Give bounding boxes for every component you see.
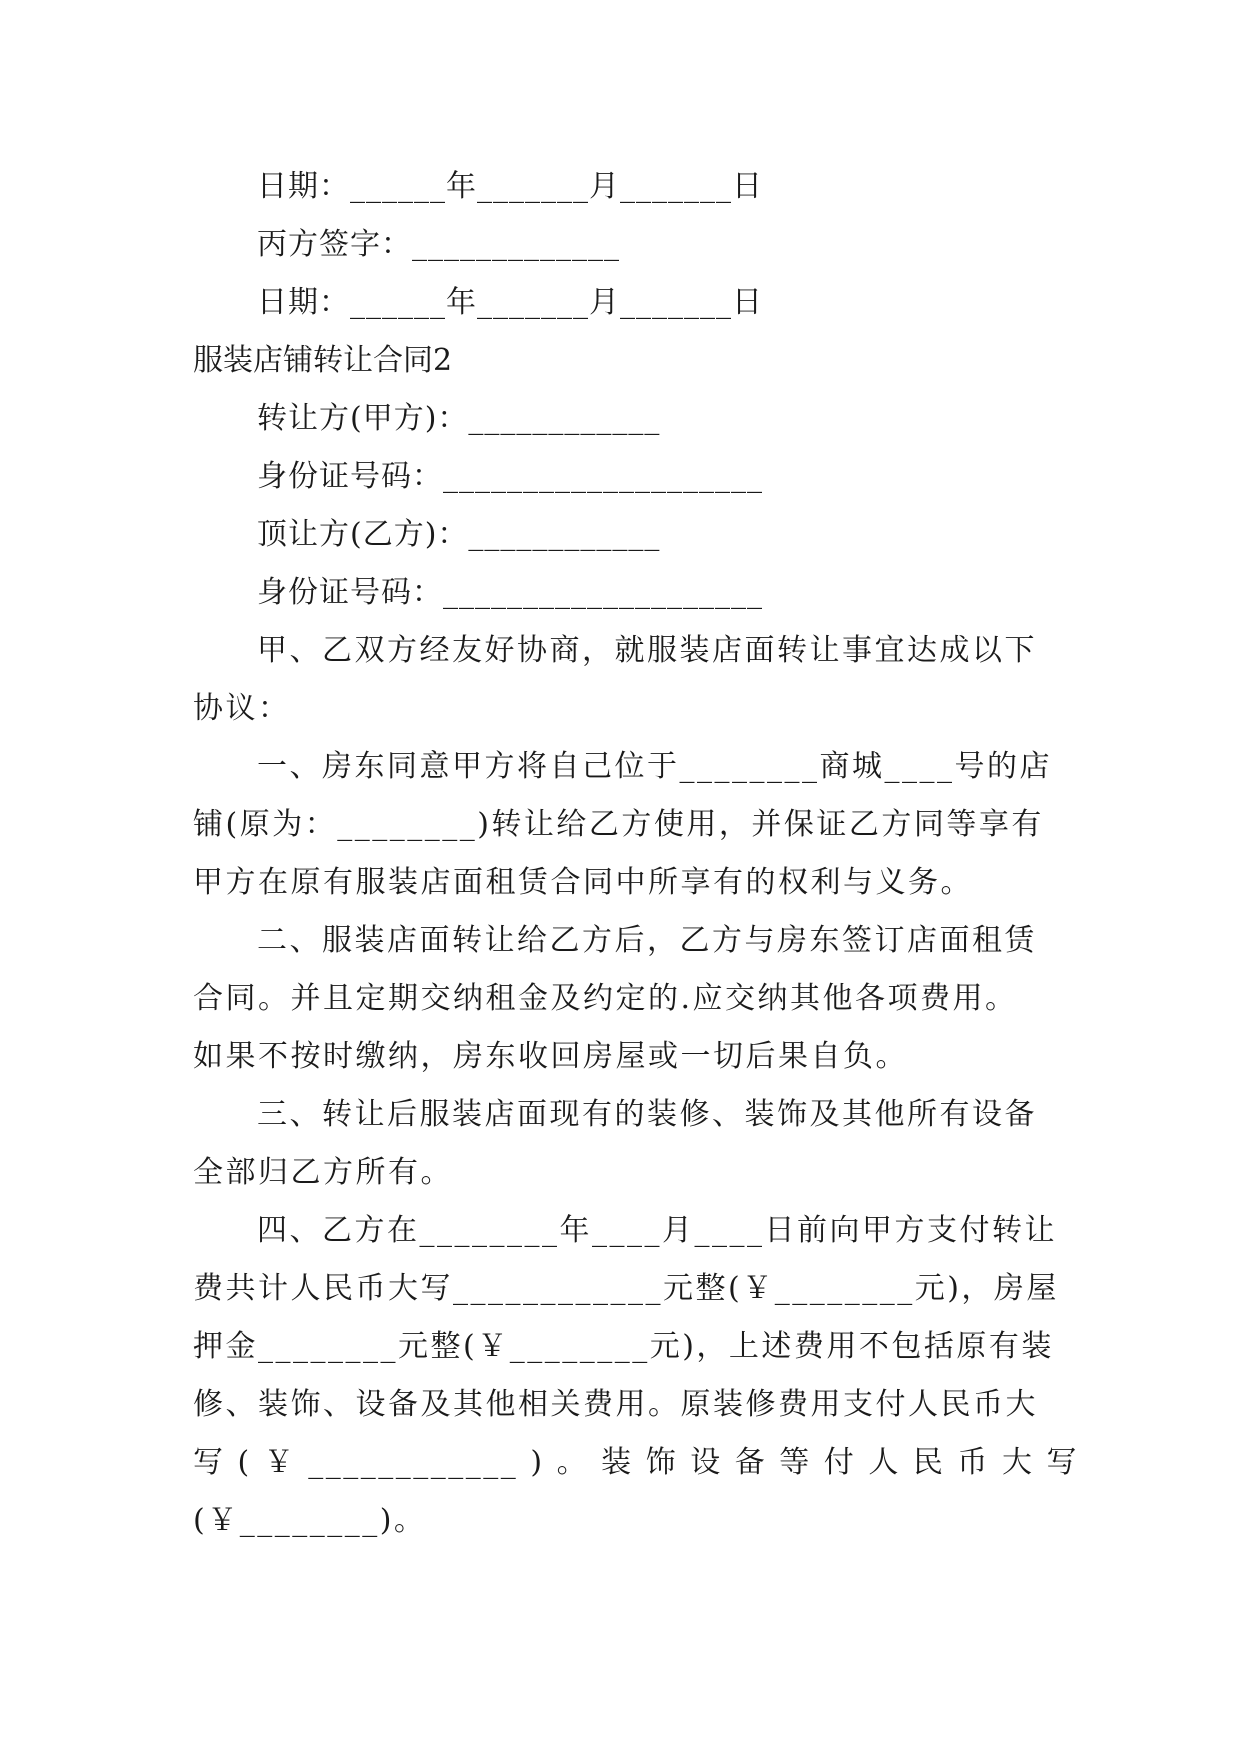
- paragraph-line: 四、乙方在________年____月____日前向甲方支付转让: [257, 1213, 1057, 1248]
- paragraph-line: 全部归乙方所有。: [193, 1155, 453, 1190]
- paragraph-line: 二、服装店面转让给乙方后，乙方与房东签订店面租赁: [257, 923, 1037, 958]
- paragraph-line: 三、转让后服装店面现有的装修、装饰及其他所有设备: [257, 1097, 1037, 1132]
- clause-3-paragraph: [193, 1086, 1053, 1202]
- paragraph-line: 铺(原为：________)转让给乙方使用，并保证乙方同等享有: [193, 807, 1044, 842]
- paragraph-line: 修、装饰、设备及其他相关费用。原装修费用支付人民币大: [193, 1387, 1038, 1422]
- date-line: 日期：______年_______月_______日: [257, 169, 763, 204]
- party-b-id-line: 身份证号码：____________________: [257, 575, 763, 610]
- clause-2-paragraph: [193, 912, 1053, 1086]
- intro-paragraph: [193, 622, 1053, 738]
- paragraph-line: 协议：: [193, 691, 291, 726]
- date-line: 日期：______年_______月_______日: [257, 285, 763, 320]
- paragraph-line: 写 ( ￥ ____________ ) 。 装 饰 设 备 等 付 人 民 币 大 写: [193, 1445, 1079, 1480]
- paragraph-line: 合同。并且定期交纳租金及约定的.应交纳其他各项费用。: [193, 981, 1018, 1016]
- paragraph-line: 如果不按时缴纳，房东收回房屋或一切后果自负。: [193, 1039, 908, 1074]
- document-body: [193, 158, 1079, 1550]
- paragraph-line: 一、房东同意甲方将自己位于________商城____号的店: [257, 749, 1052, 784]
- party-a-line: 转让方(甲方)：____________: [257, 401, 661, 436]
- paragraph-line: 费共计人民币大写____________元整(￥________元)，房屋: [193, 1271, 1059, 1306]
- party-b-line: 顶让方(乙方)：____________: [257, 517, 661, 552]
- paragraph-line: 甲方在原有服装店面租赁合同中所享有的权利与义务。: [193, 865, 973, 900]
- clause-1-paragraph: [193, 738, 1053, 912]
- c-signature-line: 丙方签字：_____________: [257, 227, 620, 262]
- contract-title: 服装店铺转让合同2: [193, 343, 453, 378]
- clause-4-paragraph: [193, 1202, 1079, 1550]
- paragraph-line: 押金________元整(￥________元)，上述费用不包括原有装: [193, 1329, 1054, 1364]
- paragraph-line: 甲、乙双方经友好协商，就服装店面转让事宜达成以下: [257, 633, 1037, 668]
- paragraph-line: (￥________)。: [193, 1503, 427, 1538]
- party-a-id-line: 身份证号码：____________________: [257, 459, 763, 494]
